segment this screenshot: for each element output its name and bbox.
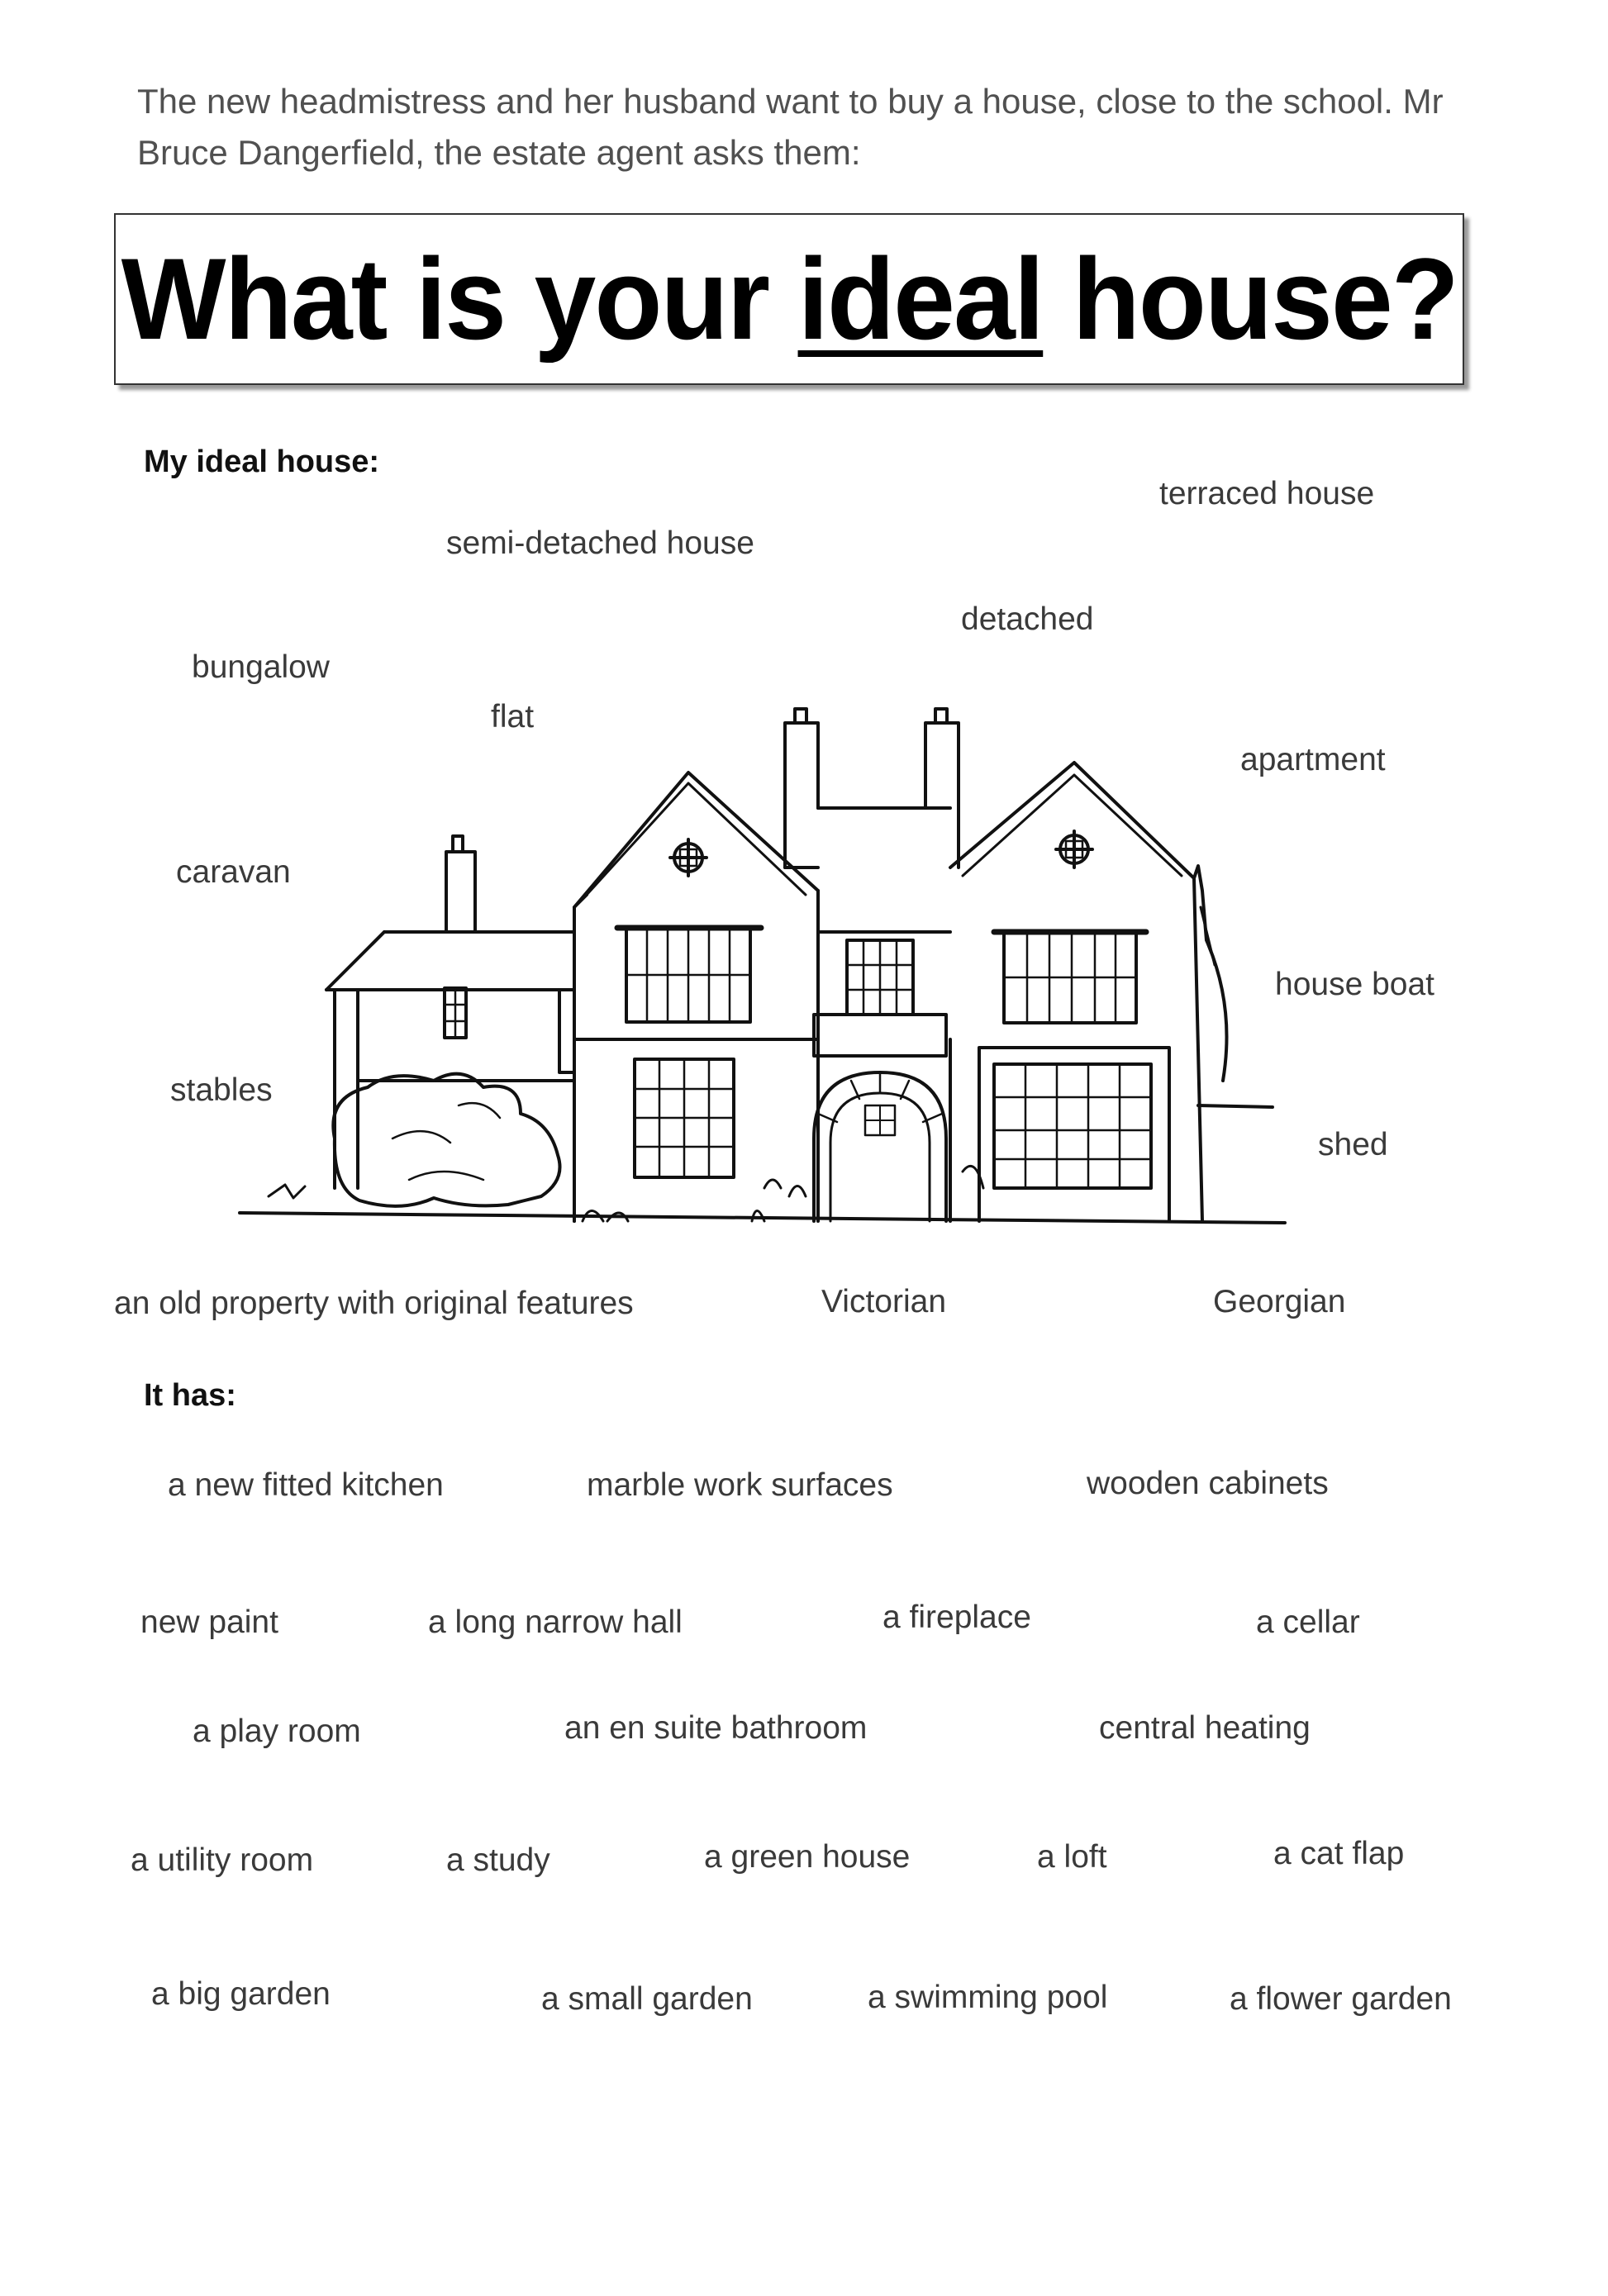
word-terraced-house: terraced house xyxy=(1159,476,1375,511)
word-apartment: apartment xyxy=(1240,742,1386,777)
house-illustration-icon xyxy=(235,692,1310,1238)
word-wooden-cabinets: wooden cabinets xyxy=(1087,1466,1329,1501)
intro-text: The new headmistress and her husband want to buy a house, close to the school. Mr Bruce Dangerfield, the estate agent asks them: xyxy=(137,82,1444,172)
word-long-narrow-hall: a long narrow hall xyxy=(428,1604,683,1640)
word-shed: shed xyxy=(1318,1127,1388,1162)
word-flat: flat xyxy=(491,699,535,734)
word-new-paint: new paint xyxy=(140,1604,278,1640)
word-big-garden: a big garden xyxy=(151,1976,331,2012)
title-box xyxy=(114,213,1464,385)
word-stables: stables xyxy=(170,1072,273,1108)
word-central-heating: central heating xyxy=(1099,1710,1311,1746)
word-bungalow: bungalow xyxy=(192,649,330,685)
word-flower-garden: a flower garden xyxy=(1230,1981,1452,2017)
title-after: house? xyxy=(1042,234,1458,364)
word-study: a study xyxy=(446,1842,550,1878)
word-swimming-pool: a swimming pool xyxy=(868,1980,1108,2015)
word-cat-flap: a cat flap xyxy=(1273,1836,1405,1871)
title-before: What is your xyxy=(121,234,798,364)
word-old-property: an old property with original features xyxy=(114,1286,634,1321)
word-caravan: caravan xyxy=(176,854,291,890)
word-victorian: Victorian xyxy=(821,1284,947,1319)
word-loft: a loft xyxy=(1037,1839,1107,1875)
word-house-boat: house boat xyxy=(1275,967,1435,1002)
word-georgian: Georgian xyxy=(1213,1284,1346,1319)
word-small-garden: a small garden xyxy=(541,1981,753,2017)
word-new-fitted-kitchen: a new fitted kitchen xyxy=(168,1467,444,1503)
heading-my-ideal-house: My ideal house: xyxy=(144,444,380,479)
heading-it-has: It has: xyxy=(144,1378,236,1413)
word-utility-room: a utility room xyxy=(131,1842,314,1878)
word-marble-work-surfaces: marble work surfaces xyxy=(587,1467,893,1503)
word-cellar: a cellar xyxy=(1256,1604,1360,1640)
word-semi-detached-house: semi-detached house xyxy=(446,525,754,561)
word-play-room: a play room xyxy=(193,1714,361,1749)
page-title xyxy=(121,232,1457,366)
title-emphasis: ideal xyxy=(797,234,1043,364)
word-green-house: a green house xyxy=(704,1839,911,1875)
word-fireplace: a fireplace xyxy=(882,1600,1031,1635)
word-detached: detached xyxy=(961,601,1094,637)
word-en-suite-bathroom: an en suite bathroom xyxy=(564,1710,868,1746)
